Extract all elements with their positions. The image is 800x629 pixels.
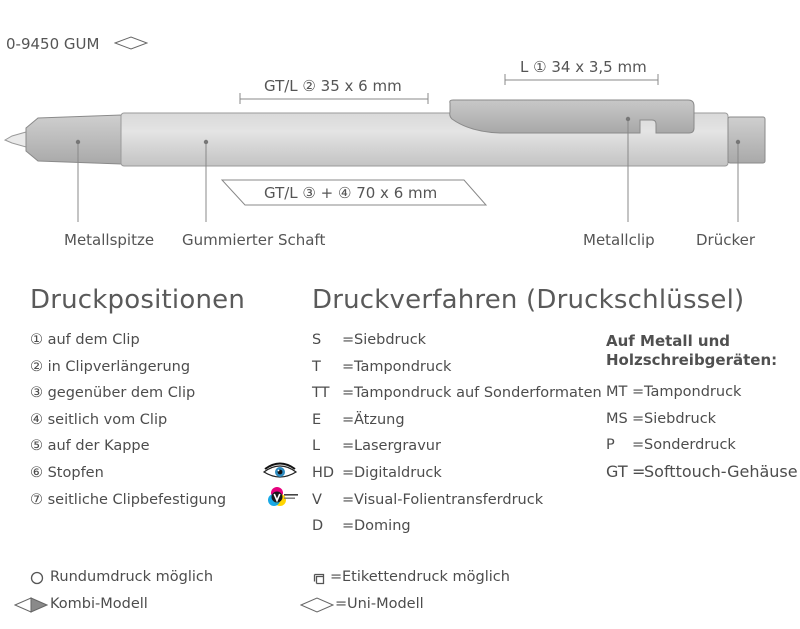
metal-method-item: GT =Softtouch-Gehäuse [606,461,798,481]
label-print-icon [312,572,326,586]
legend-eq: = [330,569,343,585]
legend-combi-model: Kombi-Modell [50,596,148,612]
metal-method-item: MS =Siebdruck [606,410,717,427]
legend-uni-model: Uni-Modell [347,596,424,612]
part-label-shaft: Gummierter Schaft [182,231,326,249]
method-item: E =Ätzung [312,411,405,428]
method-item: D =Doming [312,518,411,535]
method-item: V =Visual-Folientransferdruck [312,491,544,508]
dim-label-clip-extension: GT/L ② 35 x 6 mm [264,77,402,95]
metal-method-item: MT =Tampondruck [606,384,742,400]
eye-icon [262,462,298,482]
position-item: ② in Clipverlängerung [30,358,191,375]
diamond-half-filled-icon [14,597,48,613]
diamond-outline-icon [300,597,334,613]
metal-heading-line2: Holzschreibgeräten: [606,351,778,369]
round-print-icon [30,571,44,585]
dim-label-clip: L ① 34 x 3,5 mm [520,58,647,76]
pen-clip [450,100,694,133]
diamond-outline-icon [114,36,148,50]
position-item: ⑦ seitliche Clipbefestigung [30,491,227,508]
part-label-pusher: Drücker [696,231,756,249]
method-item: TT =Tampondruck auf Sonderformaten [312,385,602,402]
legend-label-print: Etikettendruck möglich [342,569,510,585]
methods-list [312,327,602,540]
method-item: S =Siebdruck [312,332,427,348]
position-item: ⑥ Stopfen [30,464,104,481]
part-label-clip: Metallclip [583,231,655,249]
method-item: L =Lasergravur [312,438,441,455]
legend-eq: = [335,596,348,612]
part-label-tip: Metallspitze [64,231,155,249]
visual-print-logo-icon [268,485,300,509]
methods-heading: Druckverfahren (Druckschlüssel) [312,285,745,315]
dim-label-opposite: GT/L ③ + ④ 70 x 6 mm [264,184,438,202]
metal-method-item: P =Sonderdruck [606,437,736,454]
pen-refill-point [5,132,26,147]
pen-tip [26,115,121,164]
position-item: ⑤ auf der Kappe [30,438,150,455]
pen-pusher [728,117,765,163]
position-item: ① auf dem Clip [30,332,140,348]
position-item: ③ gegenüber dem Clip [30,385,196,402]
positions-list [30,327,226,513]
position-item: ④ seitlich vom Clip [30,411,168,428]
positions-heading: Druckpositionen [30,285,245,315]
legend-round-print: Rundumdruck möglich [50,569,214,585]
method-item: HD =Digitaldruck [312,464,442,481]
metal-methods-list [606,379,798,485]
method-item: T =Tampondruck [312,358,452,375]
article-code: 0-9450 GUM [6,35,100,53]
metal-heading-line1: Auf Metall und [606,332,731,350]
